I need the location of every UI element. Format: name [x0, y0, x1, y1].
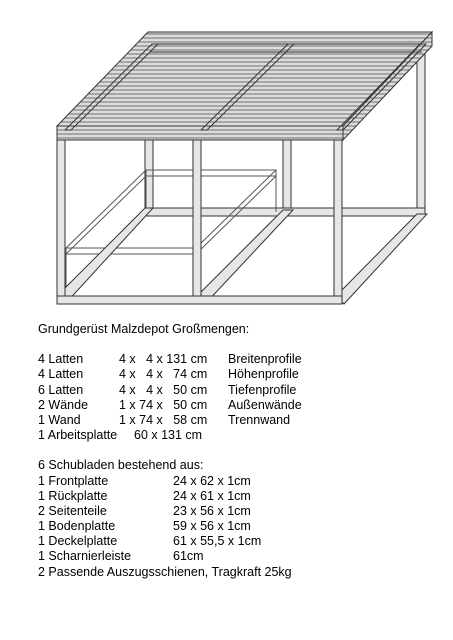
- frame-drawing: [0, 0, 453, 315]
- front-right-post: [334, 140, 342, 304]
- front-left-post: [57, 140, 65, 304]
- frame-part-row: [38, 367, 438, 382]
- left-bottom-depth-rail: [57, 208, 153, 304]
- drawer-part-name: 1 Scharnierleiste: [38, 549, 132, 564]
- part-dimensions: 1 x 74 x 58 cm: [119, 412, 208, 427]
- worktop-top: [57, 32, 432, 126]
- part-usage: Breitenprofile: [228, 352, 302, 367]
- front-middle-post: [193, 140, 201, 304]
- drawer-part-dimensions: 61cm: [173, 549, 204, 564]
- part-quantity: 6 Latten: [38, 382, 84, 397]
- part-quantity: 1 Wand: [38, 412, 81, 427]
- drawers-heading: 6 Schubladen bestehend aus:: [38, 458, 204, 473]
- middle-bottom-depth-rail: [197, 210, 293, 304]
- drawer-parts: [38, 474, 438, 565]
- front-bottom-rail: [57, 296, 342, 304]
- back-right-post: [417, 48, 425, 214]
- parts-list: [38, 322, 438, 580]
- part-dimensions: 4 x 4 x 131 cm: [119, 352, 208, 367]
- drawer-part-name: 1 Rückplatte: [38, 488, 108, 503]
- frame-part-row: [38, 352, 438, 367]
- drawer-part-name: 1 Deckelplatte: [38, 534, 118, 549]
- drawer-part-name: 1 Bodenplatte: [38, 519, 116, 534]
- frame-part-row: [38, 413, 438, 428]
- drawer-part-dimensions: 24 x 62 x 1cm: [173, 473, 251, 488]
- drawer-part-row: [38, 534, 438, 549]
- frame-parts: [38, 352, 438, 443]
- part-quantity: 2 Wände: [38, 397, 89, 412]
- right-bottom-depth-rail: [336, 214, 427, 304]
- drawer-part-row: [38, 504, 438, 519]
- part-quantity: 1 Arbeitsplatte: [38, 428, 118, 443]
- part-dimensions: 4 x 4 x 50 cm: [119, 382, 208, 397]
- worktop: [57, 32, 432, 140]
- frame-front: [57, 140, 342, 304]
- drawer-part-dimensions: 24 x 61 x 1cm: [173, 488, 251, 503]
- frame-part-row: [38, 428, 438, 443]
- part-usage: Außenwände: [228, 397, 302, 412]
- worktop-front-edge: [57, 126, 343, 140]
- drawer-part-row: [38, 519, 438, 534]
- drawer-outline: [66, 170, 276, 296]
- part-dimensions: 60 x 131 cm: [134, 428, 203, 443]
- frame-part-row: [38, 383, 438, 398]
- drawer-part-name: 2 Seitenteile: [38, 503, 107, 518]
- part-usage: Höhenprofile: [228, 367, 299, 382]
- rails-line: 2 Passende Auszugsschienen, Tragkraft 25kg: [38, 564, 292, 579]
- drawer-part-dimensions: 23 x 56 x 1cm: [173, 503, 251, 518]
- drawer-part-row: [38, 489, 438, 504]
- frame-part-row: [38, 398, 438, 413]
- part-quantity: 4 Latten: [38, 352, 84, 367]
- part-dimensions: 1 x 74 x 50 cm: [119, 397, 208, 412]
- part-quantity: 4 Latten: [38, 367, 84, 382]
- drawer-part-dimensions: 59 x 56 x 1cm: [173, 519, 251, 534]
- part-usage: Trennwand: [228, 412, 291, 427]
- part-dimensions: 4 x 4 x 74 cm: [119, 367, 208, 382]
- drawer-part-name: 1 Frontplatte: [38, 473, 109, 488]
- parts-list-title: Grundgerüst Malzdepot Großmengen:: [38, 322, 250, 336]
- drawer-part-row: [38, 549, 438, 564]
- drawer-part-row: [38, 474, 438, 489]
- drawer-part-dimensions: 61 x 55,5 x 1cm: [173, 534, 262, 549]
- part-usage: Tiefenprofile: [228, 382, 297, 397]
